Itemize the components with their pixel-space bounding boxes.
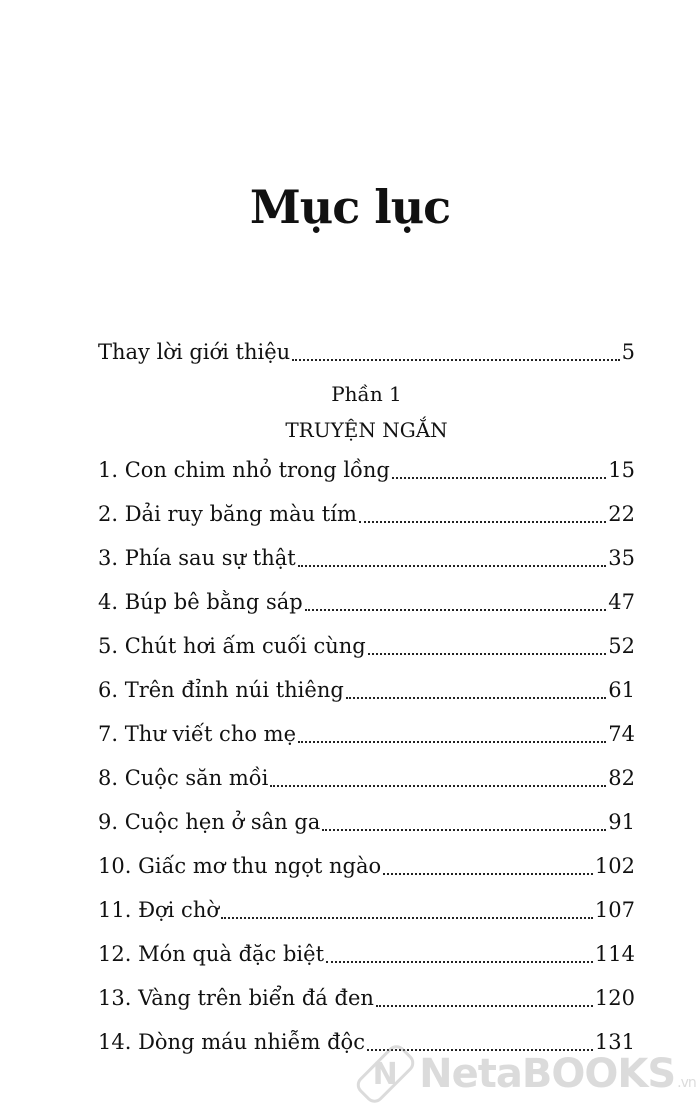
toc-entry bbox=[98, 668, 635, 712]
dot-leader bbox=[326, 961, 593, 963]
dot-leader bbox=[292, 359, 619, 361]
toc-entry bbox=[98, 888, 635, 932]
toc-entry bbox=[98, 800, 635, 844]
dot-leader bbox=[383, 873, 593, 875]
dot-leader bbox=[270, 785, 606, 787]
toc-entry-label: 6. Trên đỉnh núi thiêng bbox=[98, 678, 344, 702]
dot-leader bbox=[346, 697, 606, 699]
toc-entry bbox=[98, 536, 635, 580]
toc-entry bbox=[98, 448, 635, 492]
toc-entry-label: 10. Giấc mơ thu ngọt ngào bbox=[98, 854, 382, 878]
watermark bbox=[370, 1034, 696, 1114]
dot-leader bbox=[322, 829, 606, 831]
toc-entry-page: 131 bbox=[594, 1030, 635, 1054]
toc-entry-label: 14. Dòng máu nhiễm độc bbox=[98, 1030, 365, 1054]
toc-entry-label: 9. Cuộc hẹn ở sân ga bbox=[98, 810, 321, 834]
toc-entry-page: 5 bbox=[621, 340, 635, 364]
toc-entry bbox=[98, 932, 635, 976]
toc-entry-page: 47 bbox=[608, 590, 635, 614]
toc-entry-page: 102 bbox=[594, 854, 635, 878]
toc-entry bbox=[98, 756, 635, 800]
toc-entry-label: 7. Thư viết cho mẹ bbox=[98, 722, 297, 746]
toc-entry-label: 12. Món quà đặc biệt bbox=[98, 942, 325, 966]
toc-entry-list bbox=[98, 448, 635, 1064]
watermark-text: NetaBOOKS .vn bbox=[419, 1051, 696, 1097]
toc-entry-page: 52 bbox=[608, 634, 635, 658]
toc-entry-page: 74 bbox=[608, 722, 635, 746]
toc-entry-label: 11. Đợi chờ bbox=[98, 898, 219, 922]
toc-entry-label: Thay lời giới thiệu bbox=[98, 340, 291, 364]
section-name: TRUYỆN NGẮN bbox=[285, 418, 448, 442]
toc-entry-intro bbox=[98, 330, 635, 374]
dot-leader bbox=[305, 609, 607, 611]
toc-entry-label: 3. Phía sau sự thật bbox=[98, 546, 296, 570]
toc-entry-label: 2. Dải ruy băng màu tím bbox=[98, 502, 357, 526]
toc-entry bbox=[98, 976, 635, 1020]
toc-entry-label: 5. Chút hơi ấm cuối cùng bbox=[98, 634, 366, 658]
toc-entry-page: 91 bbox=[608, 810, 635, 834]
toc-entry-label: 13. Vàng trên biển đá đen bbox=[98, 986, 374, 1010]
toc-entry-page: 114 bbox=[594, 942, 635, 966]
dot-leader bbox=[359, 521, 606, 523]
toc-entry bbox=[98, 712, 635, 756]
toc-entry bbox=[98, 580, 635, 624]
toc-entry-page: 61 bbox=[608, 678, 635, 702]
toc-entry-label: 4. Búp bê bằng sáp bbox=[98, 590, 303, 614]
section-part: Phần 1 bbox=[331, 382, 402, 406]
toc-entry bbox=[98, 492, 635, 536]
netabooks-logo-icon: N bbox=[353, 1041, 419, 1107]
toc-entry-page: 107 bbox=[594, 898, 635, 922]
toc-entry-label: 1. Con chim nhỏ trong lồng bbox=[98, 458, 390, 482]
toc-entry-page: 15 bbox=[608, 458, 635, 482]
dot-leader bbox=[298, 741, 606, 743]
dot-leader bbox=[392, 477, 606, 479]
dot-leader bbox=[368, 653, 607, 655]
toc-entry bbox=[98, 624, 635, 668]
toc-entry-page: 82 bbox=[608, 766, 635, 790]
toc-entry-page: 35 bbox=[608, 546, 635, 570]
dot-leader bbox=[376, 1005, 593, 1007]
dot-leader bbox=[298, 565, 607, 567]
toc-entry-page: 22 bbox=[608, 502, 635, 526]
table-of-contents bbox=[98, 330, 635, 1064]
toc-entry bbox=[98, 844, 635, 888]
page-title: Mục lục bbox=[249, 180, 451, 234]
dot-leader bbox=[221, 917, 593, 919]
toc-entry-page: 120 bbox=[594, 986, 635, 1010]
toc-entry-label: 8. Cuộc săn mồi bbox=[98, 766, 269, 790]
